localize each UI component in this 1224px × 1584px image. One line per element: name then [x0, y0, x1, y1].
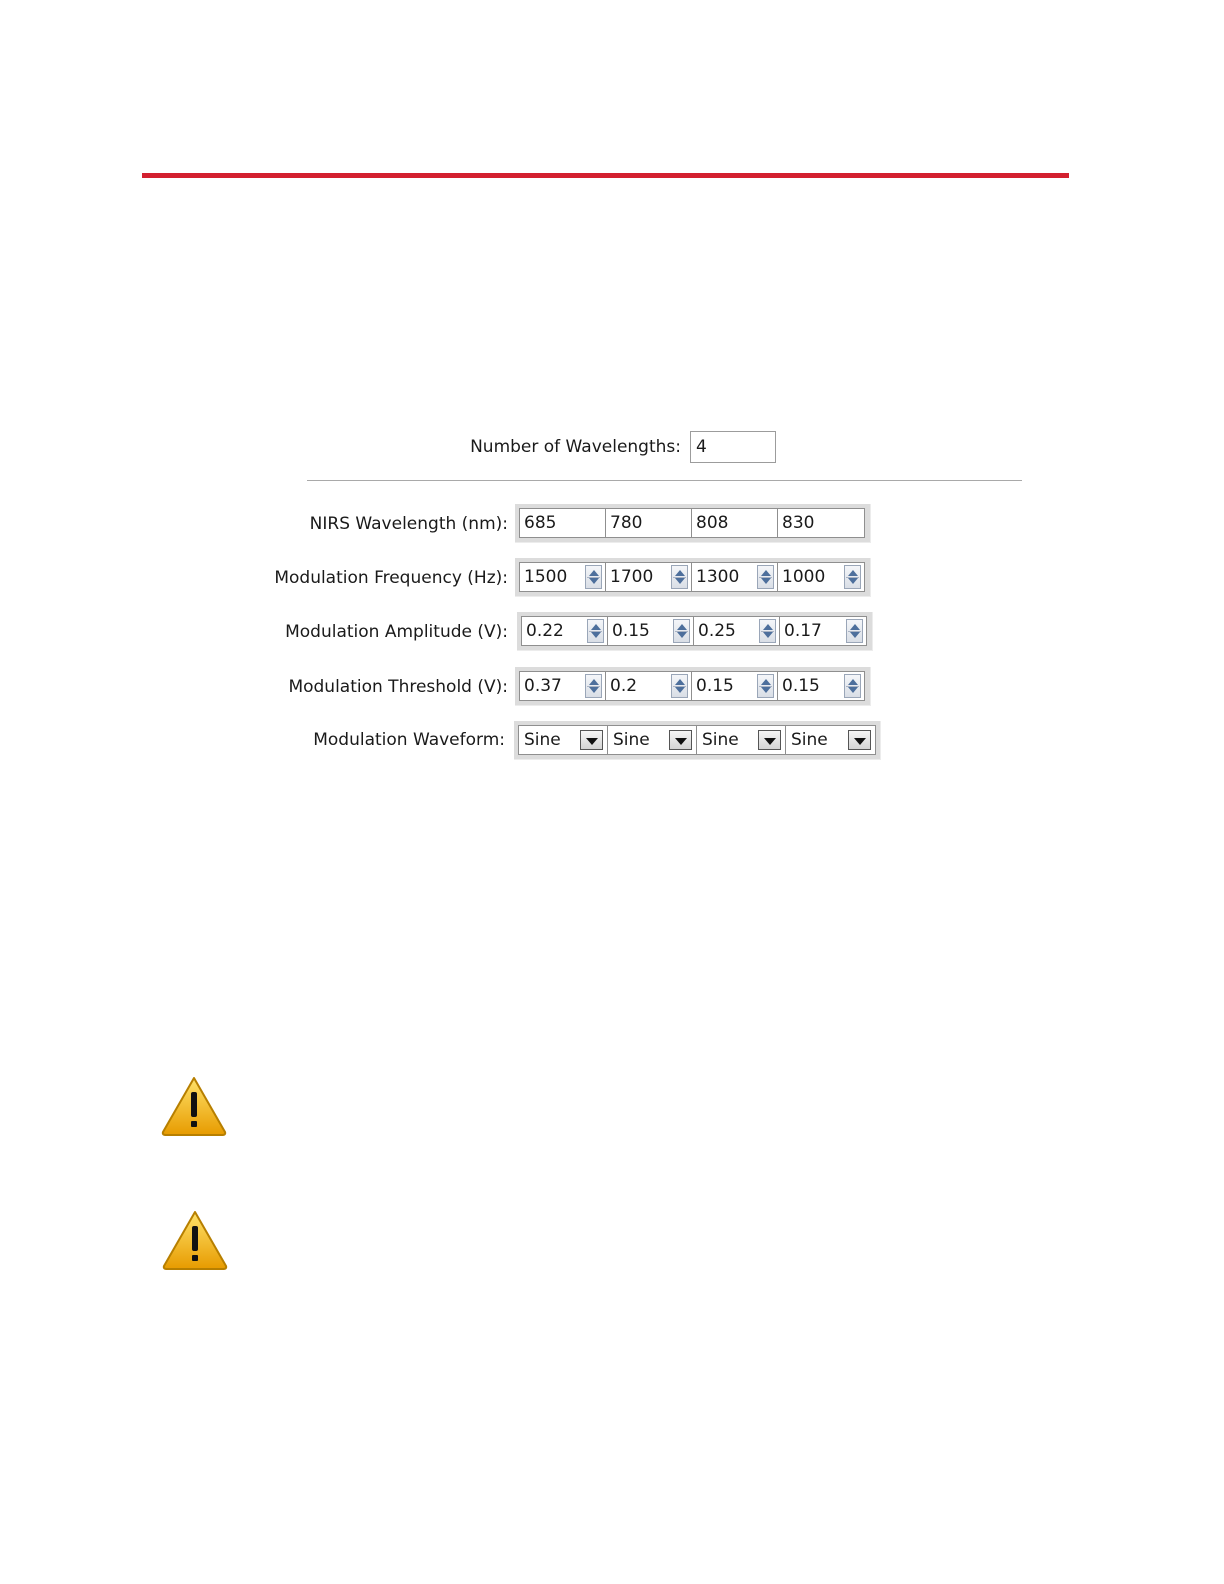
- nirs-wavelength-label: NIRS Wavelength (nm):: [309, 514, 508, 534]
- modulation-frequency-label: Modulation Frequency (Hz):: [274, 568, 508, 588]
- spin-arrows-icon[interactable]: [846, 619, 863, 643]
- modulation-amplitude-stepper-3[interactable]: [694, 616, 780, 646]
- spin-arrows-icon[interactable]: [673, 619, 690, 643]
- stepper-value: 0.37: [524, 676, 562, 696]
- modulation-waveform-select-2[interactable]: [608, 725, 697, 755]
- warning-triangle-icon: [161, 1209, 229, 1271]
- modulation-waveform-select-4[interactable]: [786, 725, 876, 755]
- wavelength-count-label: Number of Wavelengths:: [470, 437, 681, 457]
- spin-arrows-icon[interactable]: [585, 674, 602, 698]
- modulation-frequency-stepper-2[interactable]: [606, 562, 692, 592]
- spin-arrows-icon[interactable]: [671, 674, 688, 698]
- section-separator: [307, 480, 1022, 481]
- modulation-waveform-group: [514, 721, 881, 760]
- modulation-amplitude-stepper-1[interactable]: [521, 616, 608, 646]
- modulation-threshold-stepper-1[interactable]: [519, 671, 606, 701]
- stepper-value: 0.15: [696, 676, 734, 696]
- spin-arrows-icon[interactable]: [757, 674, 774, 698]
- select-value: Sine: [702, 730, 739, 750]
- chevron-down-icon[interactable]: [669, 730, 692, 750]
- modulation-waveform-select-1[interactable]: [518, 725, 608, 755]
- chevron-down-icon[interactable]: [580, 730, 603, 750]
- stepper-value: 0.2: [610, 676, 638, 696]
- modulation-threshold-stepper-2[interactable]: [606, 671, 692, 701]
- stepper-value: 0.17: [784, 621, 822, 641]
- modulation-amplitude-group: [517, 612, 873, 651]
- modulation-threshold-stepper-3[interactable]: [692, 671, 778, 701]
- nirs-wavelength-group: [515, 504, 871, 543]
- modulation-threshold-group: [515, 667, 871, 706]
- modulation-frequency-stepper-4[interactable]: [778, 562, 865, 592]
- stepper-value: 1000: [782, 567, 826, 587]
- modulation-threshold-label: Modulation Threshold (V):: [288, 677, 508, 697]
- modulation-frequency-stepper-3[interactable]: [692, 562, 778, 592]
- modulation-amplitude-stepper-4[interactable]: [780, 616, 867, 646]
- stepper-value: 1300: [696, 567, 740, 587]
- nirs-wavelength-field-2[interactable]: 780: [606, 508, 692, 538]
- stepper-value: 1500: [524, 567, 568, 587]
- stepper-value: 0.22: [526, 621, 564, 641]
- modulation-frequency-group: [515, 558, 871, 597]
- modulation-amplitude-stepper-2[interactable]: [608, 616, 694, 646]
- modulation-threshold-stepper-4[interactable]: [778, 671, 865, 701]
- modulation-waveform-label: Modulation Waveform:: [313, 730, 505, 750]
- modulation-waveform-select-3[interactable]: [697, 725, 786, 755]
- spin-arrows-icon[interactable]: [757, 565, 774, 589]
- header-rule: [142, 173, 1069, 178]
- modulation-frequency-stepper-1[interactable]: [519, 562, 606, 592]
- spin-arrows-icon[interactable]: [585, 565, 602, 589]
- stepper-value: 0.15: [612, 621, 650, 641]
- chevron-down-icon[interactable]: [848, 730, 871, 750]
- stepper-value: 1700: [610, 567, 654, 587]
- spin-arrows-icon[interactable]: [759, 619, 776, 643]
- select-value: Sine: [613, 730, 650, 750]
- spin-arrows-icon[interactable]: [587, 619, 604, 643]
- spin-arrows-icon[interactable]: [671, 565, 688, 589]
- nirs-wavelength-field-4[interactable]: 830: [778, 508, 865, 538]
- select-value: Sine: [524, 730, 561, 750]
- stepper-value: 0.15: [782, 676, 820, 696]
- warning-triangle-icon: [160, 1075, 228, 1137]
- chevron-down-icon[interactable]: [758, 730, 781, 750]
- wavelength-count-input[interactable]: 4: [690, 431, 776, 463]
- spin-arrows-icon[interactable]: [844, 565, 861, 589]
- select-value: Sine: [791, 730, 828, 750]
- nirs-wavelength-field-3[interactable]: 808: [692, 508, 778, 538]
- modulation-amplitude-label: Modulation Amplitude (V):: [285, 622, 508, 642]
- nirs-wavelength-field-1[interactable]: 685: [519, 508, 606, 538]
- spin-arrows-icon[interactable]: [844, 674, 861, 698]
- stepper-value: 0.25: [698, 621, 736, 641]
